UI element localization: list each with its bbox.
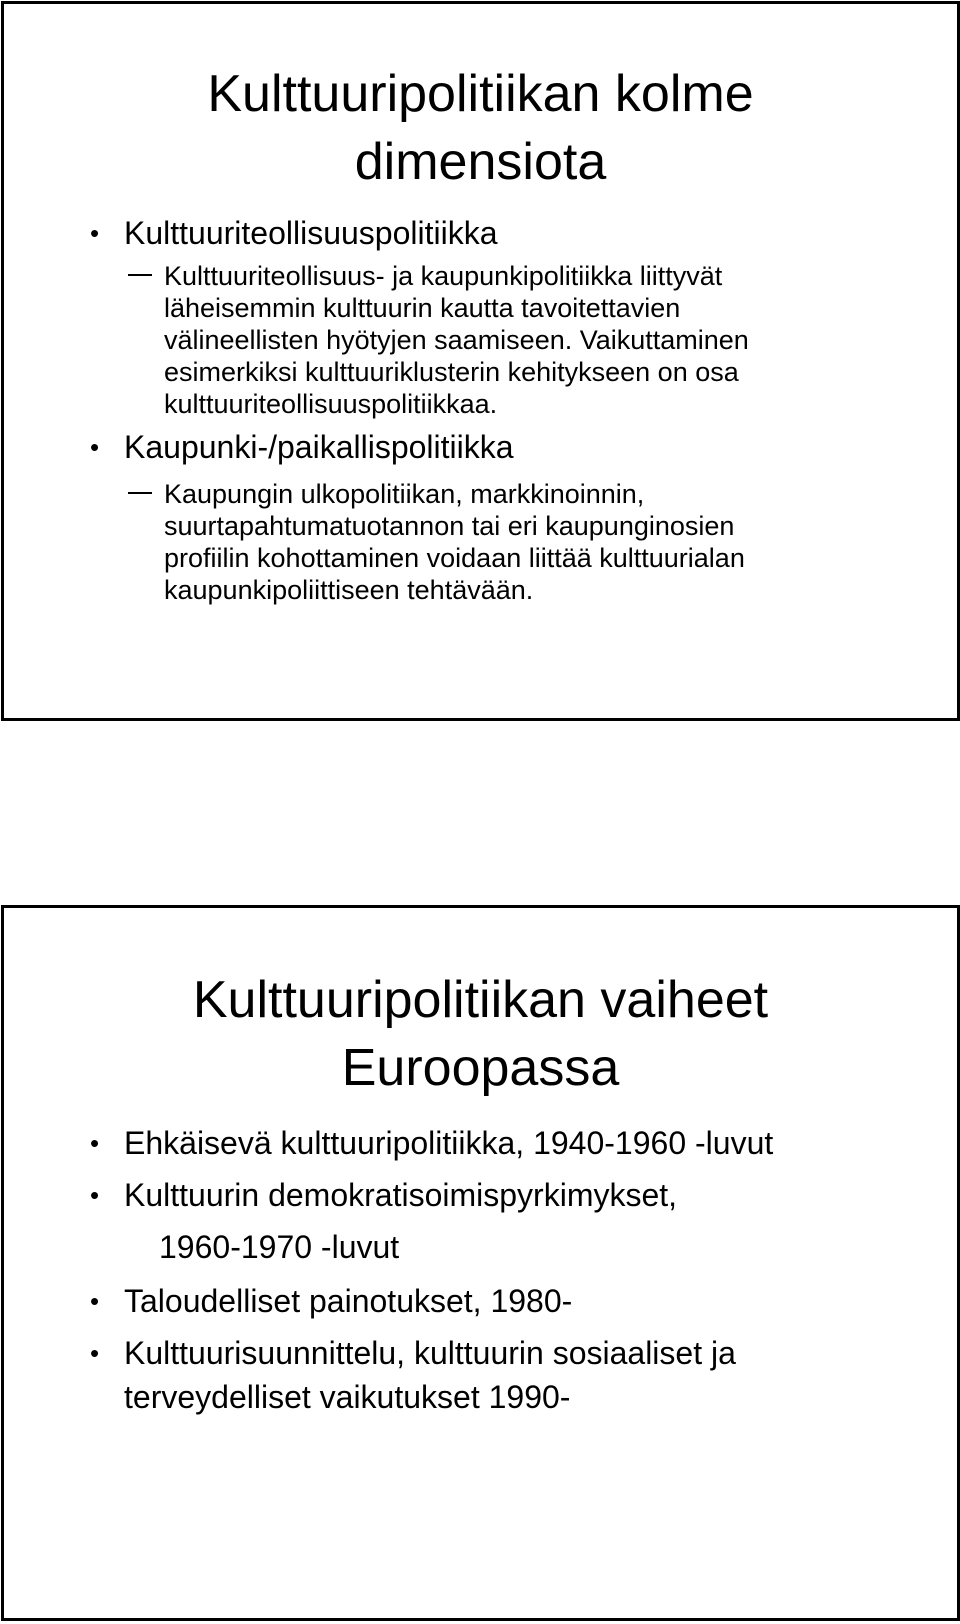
bullet-icon: • (90, 1286, 100, 1316)
sub-bullet-line: profiilin kohottaminen voidaan liittää kulttuurialan (164, 543, 745, 573)
bullet-item (90, 1278, 573, 1324)
dash-icon (128, 274, 152, 276)
sub-bullet-line: esimerkiksi kulttuuriklusterin kehitykseen on osa (164, 357, 739, 387)
title-line: Kulttuuripolitiikan vaiheet (192, 971, 769, 1029)
bullet-icon: • (90, 218, 100, 248)
bullet-item (90, 424, 514, 470)
sub-bullet-line: kaupunkipoliittiseen tehtävään. (164, 575, 534, 605)
bullet-item (90, 1120, 774, 1166)
slide-1 (1, 1, 960, 721)
bullet-icon: • (90, 1128, 100, 1158)
bullet-continuation (124, 1374, 570, 1420)
sub-bullet-line: Kaupungin ulkopolitiikan, markkinoinnin, (164, 479, 645, 509)
bullet-text: Kaupunki-/paikallispolitiikka (124, 429, 514, 465)
title-line: Euroopassa (341, 1039, 620, 1097)
sub-bullet-line: läheisemmin kulttuurin kautta tavoitettavien (164, 293, 681, 323)
bullet-continuation (159, 1224, 399, 1270)
title-line: dimensiota (354, 133, 607, 191)
sub-bullet (164, 478, 745, 606)
bullet-text: terveydelliset vaikutukset 1990- (124, 1379, 571, 1415)
bullet-icon: • (90, 1180, 100, 1210)
bullet-text: Kulttuurin demokratisoimispyrkimykset, (124, 1177, 678, 1213)
slide-2-title (4, 966, 957, 1102)
sub-bullet-line: suurtapahtumatuotannon tai eri kaupunginosien (164, 511, 735, 541)
bullet-item (90, 1330, 736, 1376)
bullet-item (90, 210, 498, 256)
bullet-text: Kulttuuriteollisuuspolitiikka (124, 215, 498, 251)
title-line: Kulttuuripolitiikan kolme (207, 65, 754, 123)
bullet-text: Kulttuurisuunnittelu, kulttuurin sosiaaliset ja (124, 1335, 736, 1371)
bullet-text: Ehkäisevä kulttuuripolitiikka, 1940-1960 -luvut (124, 1125, 774, 1161)
bullet-text: 1960-1970 -luvut (159, 1229, 400, 1265)
bullet-icon: • (90, 1338, 100, 1368)
sub-bullet-line: Kulttuuriteollisuus- ja kaupunkipolitiikka liittyvät (164, 261, 723, 291)
dash-icon (128, 492, 152, 494)
slide-2 (1, 905, 960, 1621)
slide-1-title (4, 60, 957, 196)
bullet-icon: • (90, 432, 100, 462)
sub-bullet-line: kulttuuriteollisuuspolitiikkaa. (164, 389, 498, 419)
sub-bullet-line: välineellisten hyötyjen saamiseen. Vaikuttaminen (164, 325, 749, 355)
sub-bullet (164, 260, 749, 420)
bullet-text: Taloudelliset painotukset, 1980- (124, 1283, 573, 1319)
bullet-item (90, 1172, 678, 1218)
